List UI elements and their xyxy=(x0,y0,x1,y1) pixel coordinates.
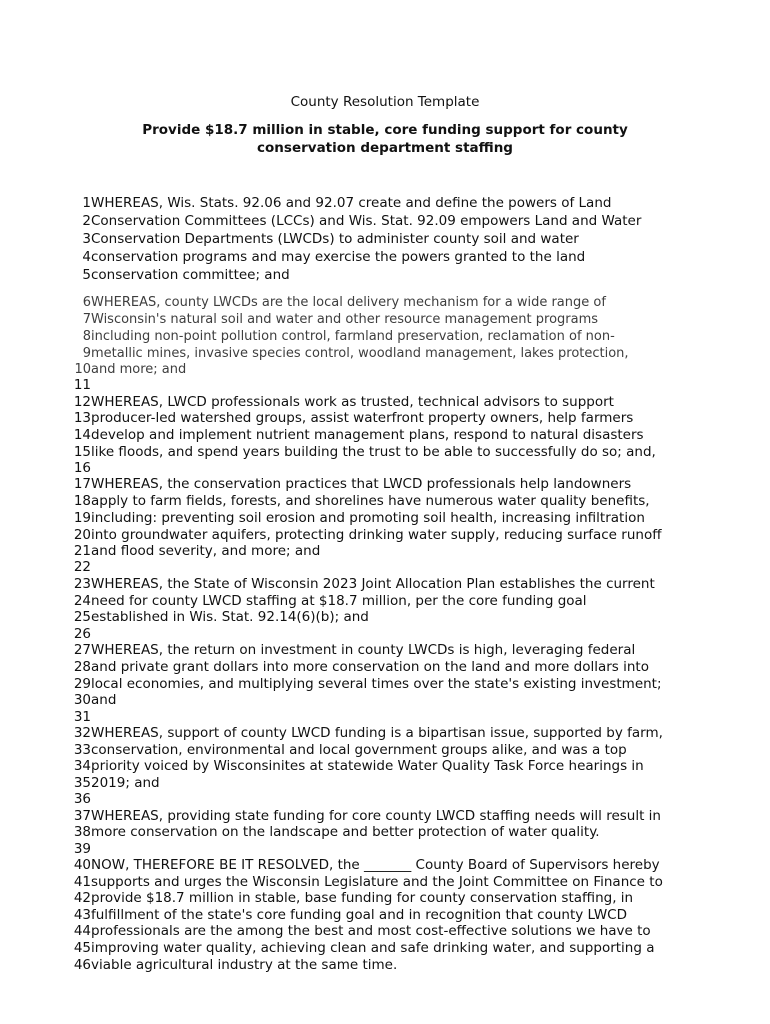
line-20 xyxy=(0,527,662,544)
line-number: 10 xyxy=(74,362,91,377)
line-44 xyxy=(0,923,651,940)
line-26 xyxy=(0,626,91,643)
line-number: 41 xyxy=(73,874,91,890)
line-number: 27 xyxy=(73,642,91,658)
line-number: 38 xyxy=(73,824,91,840)
line-number: 25 xyxy=(73,609,91,625)
line-number: 15 xyxy=(73,444,91,460)
line-text: including non-point pollution control, farmland preservation, reclamation of non- xyxy=(91,329,615,344)
line-28 xyxy=(0,659,649,676)
line-number: 24 xyxy=(73,593,91,609)
line-number: 39 xyxy=(73,841,91,857)
line-41 xyxy=(0,874,663,891)
line-text: viable agricultural industry at the same time. xyxy=(91,957,398,973)
line-number: 16 xyxy=(73,460,91,476)
line-37 xyxy=(0,808,661,825)
line-17 xyxy=(0,476,631,493)
line-text: provide $18.7 million in stable, base funding for county conservation staffing, in xyxy=(91,890,634,906)
line-text: and private grant dollars into more conservation on the land and more dollars into xyxy=(91,659,649,675)
line-number: 6 xyxy=(82,295,91,310)
line-number: 14 xyxy=(73,427,91,443)
line-32 xyxy=(0,725,663,742)
line-15 xyxy=(0,444,656,461)
line-text: fulfillment of the state's core funding goal and in recognition that county LWCD xyxy=(91,907,628,923)
line-number: 37 xyxy=(73,808,91,824)
line-text: Conservation Committees (LCCs) and Wis. Stat. 92.09 empowers Land and Water xyxy=(91,213,642,229)
line-43 xyxy=(0,907,627,924)
line-21 xyxy=(0,543,320,560)
line-19 xyxy=(0,510,645,527)
line-25 xyxy=(0,609,369,626)
line-text: local economies, and multiplying several times over the state's existing investment; xyxy=(91,676,662,692)
line-number: 21 xyxy=(73,543,91,559)
line-number: 31 xyxy=(73,709,91,725)
line-4 xyxy=(0,249,585,266)
line-text: producer-led watershed groups, assist waterfront property owners, help farmers xyxy=(91,410,634,426)
line-6 xyxy=(0,294,606,311)
line-number: 44 xyxy=(73,923,91,939)
line-text: supports and urges the Wisconsin Legislature and the Joint Committee on Finance to xyxy=(91,874,663,890)
line-text: established in Wis. Stat. 92.14(6)(b); and xyxy=(91,609,369,625)
line-number: 40 xyxy=(73,857,91,873)
line-30 xyxy=(0,692,116,709)
line-38 xyxy=(0,824,600,841)
line-text: WHEREAS, Wis. Stats. 92.06 and 92.07 create and define the powers of Land xyxy=(91,195,612,211)
line-text: priority voiced by Wisconsinites at statewide Water Quality Task Force hearings in xyxy=(91,758,644,774)
line-number: 42 xyxy=(73,890,91,906)
line-text: and more; and xyxy=(91,362,187,377)
line-11 xyxy=(0,377,91,394)
line-34 xyxy=(0,758,644,775)
line-24 xyxy=(0,593,587,610)
line-35 xyxy=(0,775,160,792)
line-number: 9 xyxy=(82,346,91,361)
line-number: 8 xyxy=(82,329,91,344)
line-46 xyxy=(0,957,397,974)
line-number: 17 xyxy=(73,476,91,492)
line-number: 7 xyxy=(82,312,91,327)
line-text: NOW, THEREFORE BE IT RESOLVED, the _______ County Board of Supervisors hereby xyxy=(91,857,660,873)
line-number: 43 xyxy=(73,907,91,923)
line-1 xyxy=(0,195,611,212)
line-10 xyxy=(0,361,186,378)
line-text: professionals are the among the best and most cost-effective solutions we have to xyxy=(91,923,651,939)
resolution-heading: Provide $18.7 million in stable, core funding support for county conservation department staffing xyxy=(142,122,628,156)
line-number: 18 xyxy=(73,493,91,509)
line-text: more conservation on the landscape and better protection of water quality. xyxy=(91,824,600,840)
line-text: conservation, environmental and local government groups alike, and was a top xyxy=(91,742,627,758)
line-5 xyxy=(0,267,290,284)
line-text: WHEREAS, county LWCDs are the local delivery mechanism for a wide range of xyxy=(91,295,606,310)
line-text: develop and implement nutrient management plans, respond to natural disasters xyxy=(91,427,644,443)
line-13 xyxy=(0,410,633,427)
line-number: 30 xyxy=(73,692,91,708)
document-header-title: County Resolution Template xyxy=(290,94,480,110)
line-number: 46 xyxy=(73,957,91,973)
line-number: 19 xyxy=(73,510,91,526)
line-text: Wisconsin's natural soil and water and other resource management programs xyxy=(91,312,599,327)
line-39 xyxy=(0,841,91,858)
line-31 xyxy=(0,709,91,726)
line-number: 12 xyxy=(73,394,91,410)
line-text: WHEREAS, the State of Wisconsin 2023 Joint Allocation Plan establishes the current xyxy=(91,576,655,592)
line-2 xyxy=(0,213,641,230)
line-16 xyxy=(0,460,91,477)
line-number: 22 xyxy=(73,559,91,575)
line-text: 2019; and xyxy=(91,775,160,791)
line-text: Conservation Departments (LWCDs) to administer county soil and water xyxy=(91,231,579,247)
line-text: WHEREAS, providing state funding for core county LWCD staffing needs will result in xyxy=(91,808,661,824)
line-45 xyxy=(0,940,655,957)
line-text: conservation programs and may exercise the powers granted to the land xyxy=(91,249,586,265)
line-text: improving water quality, achieving clean and safe drinking water, and supporting a xyxy=(91,940,655,956)
line-number: 4 xyxy=(82,249,91,265)
line-9 xyxy=(0,345,629,362)
line-18 xyxy=(0,493,650,510)
line-number: 28 xyxy=(73,659,91,675)
line-40 xyxy=(0,857,660,874)
line-text: WHEREAS, LWCD professionals work as trusted, technical advisors to support xyxy=(91,394,614,410)
line-number: 20 xyxy=(73,527,91,543)
line-27 xyxy=(0,642,635,659)
line-number: 23 xyxy=(73,576,91,592)
line-number: 35 xyxy=(73,775,91,791)
line-text: apply to farm fields, forests, and shorelines have numerous water quality benefits, xyxy=(91,493,650,509)
line-text: and flood severity, and more; and xyxy=(91,543,321,559)
line-text: WHEREAS, the return on investment in county LWCDs is high, leveraging federal xyxy=(91,642,636,658)
line-number: 34 xyxy=(73,758,91,774)
line-number: 36 xyxy=(73,791,91,807)
line-23 xyxy=(0,576,655,593)
line-text: need for county LWCD staffing at $18.7 million, per the core funding goal xyxy=(91,593,587,609)
line-text: WHEREAS, support of county LWCD funding is a bipartisan issue, supported by farm, xyxy=(91,725,663,741)
line-text: including: preventing soil erosion and promoting soil health, increasing infiltration xyxy=(91,510,645,526)
line-text: like floods, and spend years building the trust to be able to successfully do so; and, xyxy=(91,444,656,460)
line-text: WHEREAS, the conservation practices that LWCD professionals help landowners xyxy=(91,476,632,492)
line-number: 1 xyxy=(82,195,91,211)
line-14 xyxy=(0,427,644,444)
line-number: 45 xyxy=(73,940,91,956)
line-number: 29 xyxy=(73,676,91,692)
line-text: metallic mines, invasive species control, woodland management, lakes protection, xyxy=(91,346,629,361)
line-36 xyxy=(0,791,91,808)
line-number: 3 xyxy=(82,231,91,247)
line-number: 33 xyxy=(73,742,91,758)
line-text: into groundwater aquifers, protecting drinking water supply, reducing surface runoff xyxy=(91,527,662,543)
line-number: 2 xyxy=(82,213,91,229)
line-8 xyxy=(0,328,615,345)
line-number: 32 xyxy=(73,725,91,741)
line-33 xyxy=(0,742,627,759)
line-3 xyxy=(0,231,579,248)
line-text: and xyxy=(91,692,117,708)
line-text: conservation committee; and xyxy=(91,267,290,283)
line-22 xyxy=(0,559,91,576)
line-number: 11 xyxy=(73,377,91,393)
line-12 xyxy=(0,394,614,411)
line-number: 26 xyxy=(73,626,91,642)
line-29 xyxy=(0,676,662,693)
line-number: 13 xyxy=(73,410,91,426)
line-7 xyxy=(0,311,598,328)
line-number: 5 xyxy=(82,267,91,283)
line-42 xyxy=(0,890,633,907)
